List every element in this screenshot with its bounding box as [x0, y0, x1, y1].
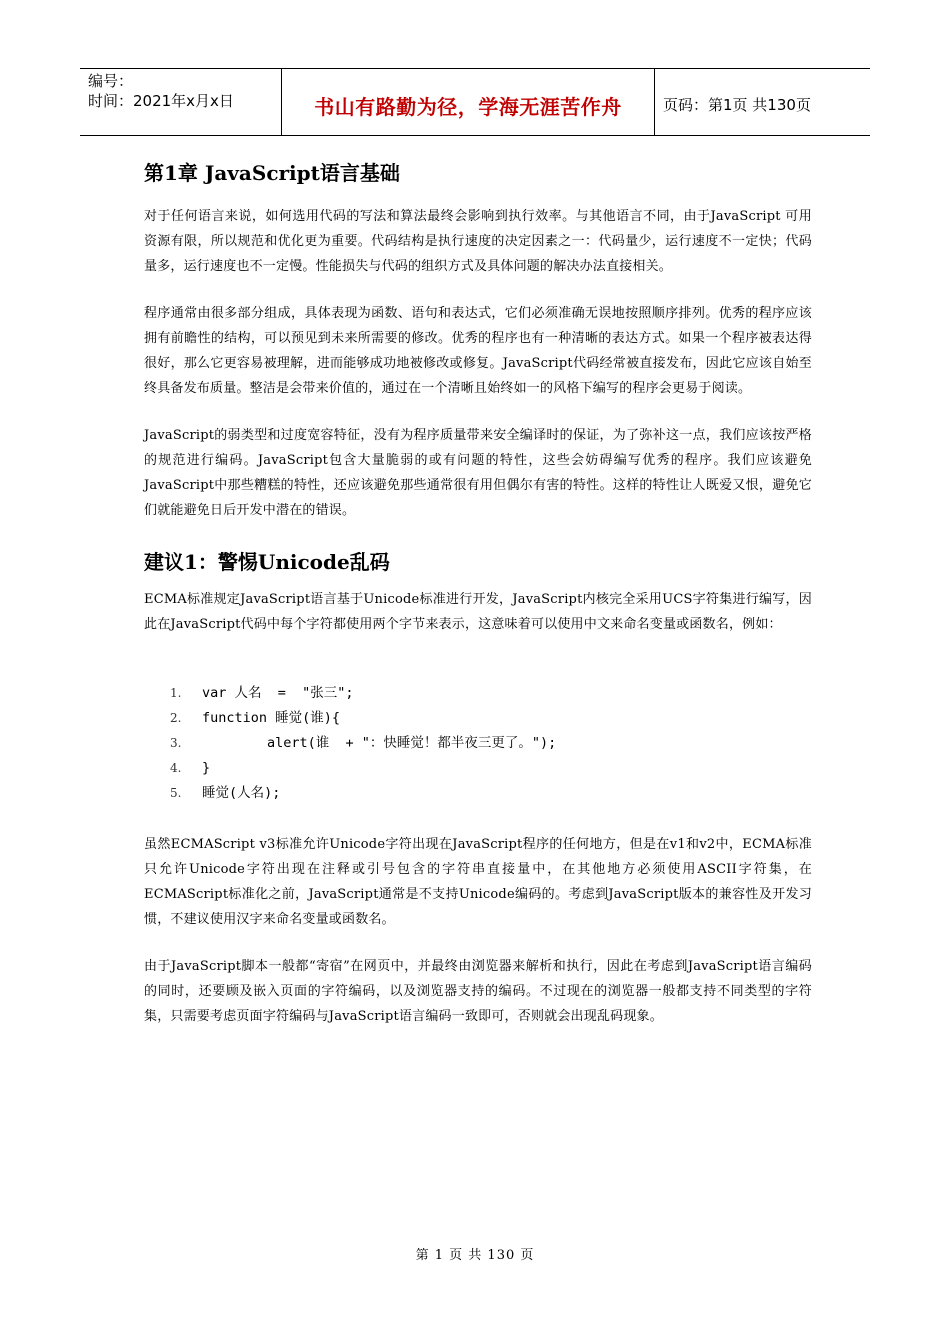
page-footer: 第 1 页 共 130 页: [415, 1248, 535, 1263]
document-number: 编号：: [88, 72, 134, 90]
line-number: 2.: [170, 711, 182, 725]
code-line: [170, 681, 812, 706]
section-title: 建议1：警惕Unicode乱码: [144, 550, 390, 574]
header-meta: [80, 69, 282, 135]
chapter-paragraph-2: 程序通常由很多部分组成，具体表现为函数、语句和表达式，它们必须准确无误地按照顺序排列。优秀的程序应该拥有前瞻性的结构，可以预见到未来所需要的修改。优秀的程序也有一种清晰的表达方式。如果一个程序被表达得很好，那么它更容易被理解，进而能够成功地被修改或修复。JavaScript代码经常被直接发布，因此它应该自始至终具备发布质量。整洁是会带来价值的，通过在一个清晰且始终如一的风格下编写的程序会更易于阅读。: [144, 306, 812, 396]
section-intro: ECMA标准规定JavaScript语言基于Unicode标准进行开发，JavaScript内核完全采用UCS字符集进行编写，因此在JavaScript代码中每个字符都使用两个字节来表示，这意味着可以使用中文来命名变量或函数名，例如：: [144, 592, 812, 632]
document-body: [144, 156, 812, 1051]
code-text: }: [202, 760, 211, 776]
chapter-paragraph-1: 对于任何语言来说，如何选用代码的写法和算法最终会影响到执行效率。与其他语言不同，由于JavaScript 可用资源有限，所以规范和优化更为重要。代码结构是执行速度的决定因素之一：代码量少，运行速度不一定快；代码量多，运行速度也不一定慢。性能损失与代码的组织方式及具体问题的解决办法直接相关。: [144, 209, 812, 274]
line-number: 4.: [170, 761, 182, 775]
chapter-title: 第1章 JavaScript语言基础: [144, 161, 400, 185]
section-paragraph-2: 由于JavaScript脚本一般都“寄宿”在网页中，并最终由浏览器来解析和执行，因此在考虑到JavaScript语言编码的同时，还要顾及嵌入页面的字符编码，以及浏览器支持的编码。不过现在的浏览器一般都支持不同类型的字符集，只需要考虑页面字符编码与JavaScript语言编码一致即可，否则就会出现乱码现象。: [144, 959, 812, 1024]
section-paragraph-1: 虽然ECMAScript v3标准允许Unicode字符出现在JavaScript程序的任何地方，但是在v1和v2中，ECMA标准只允许Unicode字符出现在注释或引号包含的字符串直接量中，在其他地方必须使用ASCII字符集，在ECMAScript标准化之前，JavaScript通常是不支持Unicode编码的。考虑到JavaScript版本的兼容性及开发习惯，不建议使用汉字来命名变量或函数名。: [144, 837, 812, 927]
line-number: 5.: [170, 786, 182, 800]
header-page-info: 页码：第1页 共130页: [663, 95, 811, 114]
page-header: [80, 68, 870, 136]
line-number: 3.: [170, 736, 182, 750]
code-text: function 睡觉(谁){: [202, 710, 341, 726]
code-line: [170, 756, 812, 781]
code-line: [170, 731, 812, 756]
code-block: [170, 681, 812, 806]
code-text: alert(谁 + "：快睡觉！都半夜三更了。");: [202, 735, 557, 751]
line-number: 1.: [170, 686, 182, 700]
chapter-paragraph-3: JavaScript的弱类型和过度宽容特征，没有为程序质量带来安全编译时的保证，为了弥补这一点，我们应该按严格的规范进行编码。JavaScript包含大量脆弱的或有问题的特性，这些会妨碍编写优秀的程序。我们应该避免JavaScript中那些糟糕的特性，还应该避免那些通常很有用但偶尔有害的特性。这样的特性让人既爱又恨，避免它们就能避免日后开发中潜在的错误。: [144, 428, 812, 518]
code-line: [170, 781, 812, 806]
code-text: var 人名 = "张三";: [202, 685, 354, 701]
code-text: 睡觉(人名);: [202, 785, 281, 801]
code-line: [170, 706, 812, 731]
document-date: 时间：2021年x月x日: [88, 92, 234, 110]
header-motto: 书山有路勤为径，学海无涯苦作舟: [282, 69, 655, 135]
